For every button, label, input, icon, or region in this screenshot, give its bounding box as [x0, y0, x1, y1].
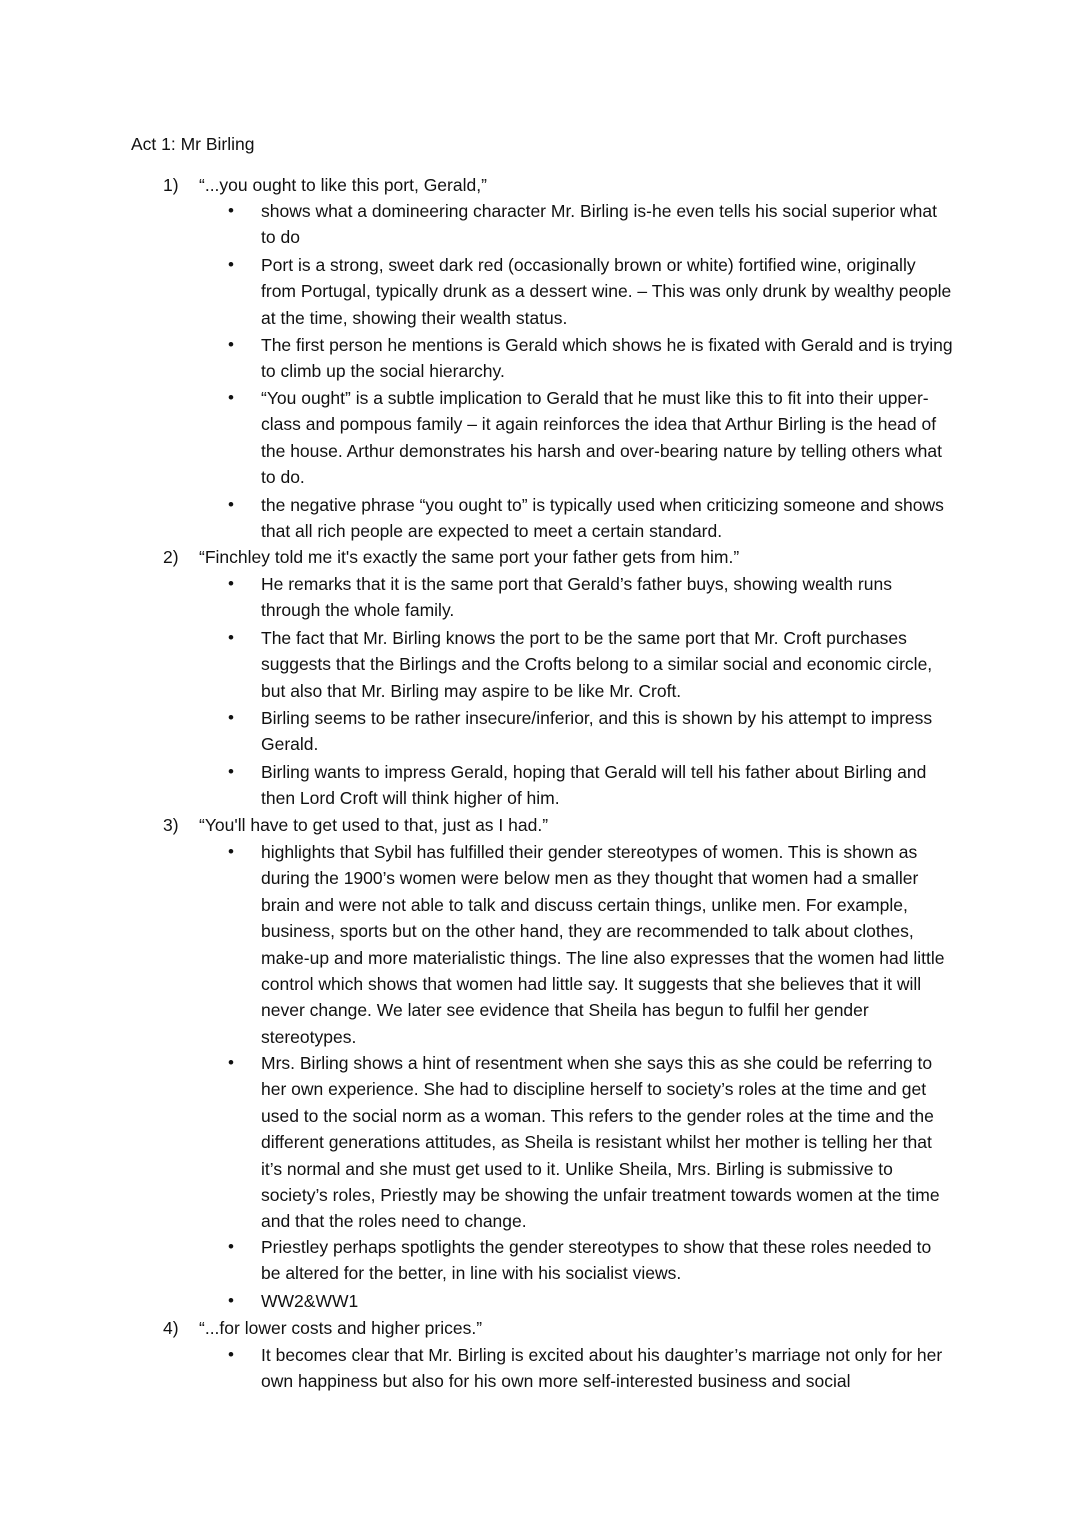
bullet-icon: •: [228, 1053, 234, 1072]
list-item: [228, 492, 954, 545]
quote-item-2: [163, 544, 739, 570]
bullet-icon: •: [228, 708, 234, 727]
bullet-icon: •: [228, 1237, 234, 1256]
bullet-text: the negative phrase “you ought to” is typically used when criticizing someone and shows that all rich people are expected to meet a certain standard.: [261, 495, 944, 542]
list-item: [228, 1342, 954, 1395]
bullet-text: It becomes clear that Mr. Birling is excited about his daughter’s marriage not only for her own happiness but also for his own more self-interested business and social: [261, 1345, 943, 1392]
quote-item-1: [163, 172, 487, 198]
list-item: [228, 1288, 954, 1314]
bullet-icon: •: [228, 762, 234, 781]
quote-item-4: [163, 1315, 482, 1341]
quote-number: 3): [163, 815, 179, 835]
list-item: [228, 198, 954, 251]
quote-number: 1): [163, 175, 179, 195]
bullet-text: The fact that Mr. Birling knows the port to be the same port that Mr. Croft purchases suggests that the Birlings and the Crofts belong to a similar social and economic circle, but also that Mr. Birling may aspire to be like Mr. Croft.: [261, 628, 933, 701]
list-item: [228, 759, 954, 812]
bullet-icon: •: [228, 574, 234, 593]
list-item: [228, 1050, 954, 1235]
list-item: [228, 705, 954, 758]
list-item: [228, 332, 954, 385]
list-item: [228, 385, 954, 491]
bullet-icon: •: [228, 628, 234, 647]
list-item: [228, 252, 954, 331]
list-item: [228, 839, 954, 1050]
bullet-text: He remarks that it is the same port that Gerald’s father buys, showing wealth runs through the whole family.: [261, 574, 892, 621]
list-item: [228, 625, 954, 704]
quote-text: “You'll have to get used to that, just as I had.”: [199, 815, 549, 835]
bullet-text: The first person he mentions is Gerald which shows he is fixated with Gerald and is trying to climb up the social hierarchy.: [261, 335, 953, 382]
bullet-text: WW2&WW1: [261, 1291, 359, 1311]
quote-number: 4): [163, 1318, 179, 1338]
bullet-text: Birling seems to be rather insecure/inferior, and this is shown by his attempt to impress Gerald.: [261, 708, 933, 755]
bullet-icon: •: [228, 388, 234, 407]
bullet-icon: •: [228, 255, 234, 274]
bullet-icon: •: [228, 842, 234, 861]
list-item: [228, 1234, 954, 1287]
list-item: [228, 571, 954, 624]
bullet-text: Birling wants to impress Gerald, hoping that Gerald will tell his father about Birling and then Lord Croft will think higher of him.: [261, 762, 927, 809]
bullet-text: highlights that Sybil has fulfilled their gender stereotypes of women. This is shown as during the 1900’s women were below men as they thought that women had a smaller brain and were not able to talk and discuss certain things, unlike men. For example, business, sports but on the other hand, they are recommended to talk about clothes, make-up and more materialistic things. The line also expresses that the women had little control which shows that women had little say. It suggests that she believes that it will never change. We later see evidence that Sheila has begun to fulfil her gender stereotypes.: [261, 842, 945, 1047]
bullet-icon: •: [228, 335, 234, 354]
bullet-text: Port is a strong, sweet dark red (occasionally brown or white) fortified wine, originally from Portugal, typically drunk as a dessert wine. – This was only drunk by wealthy people at the time, showing their wealth status.: [261, 255, 952, 328]
bullet-icon: •: [228, 495, 234, 514]
quote-text: “...for lower costs and higher prices.”: [199, 1318, 483, 1338]
bullet-text: Priestley perhaps spotlights the gender stereotypes to show that these roles needed to be altered for the better, in line with his socialist views.: [261, 1237, 932, 1284]
quote-text: “...you ought to like this port, Gerald,”: [199, 175, 487, 195]
quote-item-3: [163, 812, 548, 838]
bullet-icon: •: [228, 201, 234, 220]
quote-text: “Finchley told me it's exactly the same port your father gets from him.”: [199, 547, 740, 567]
bullet-icon: •: [228, 1345, 234, 1364]
bullet-icon: •: [228, 1291, 234, 1310]
quote-number: 2): [163, 547, 179, 567]
bullet-text: “You ought” is a subtle implication to Gerald that he must like this to fit into their upper-class and pompous family – it again reinforces the idea that Arthur Birling is the head of the house. Arthur demonstrates his harsh and over-bearing nature by telling others what to do.: [261, 388, 942, 488]
bullet-text: shows what a domineering character Mr. Birling is-he even tells his social superior what to do: [261, 201, 937, 248]
bullet-text: Mrs. Birling shows a hint of resentment when she says this as she could be referring to her own experience. She had to discipline herself to society’s roles at the time and get used to the social norm as a woman. This refers to the gender roles at the time and the different generations attitudes, as Sheila is resistant whilst her mother is telling her that it’s normal and she must get used to it. Unlike Sheila, Mrs. Birling is submissive to society’s roles, Priestly may be showing the unfair treatment towards women at the time and that the roles need to change.: [261, 1053, 940, 1232]
page-heading: Act 1: Mr Birling: [131, 134, 255, 154]
